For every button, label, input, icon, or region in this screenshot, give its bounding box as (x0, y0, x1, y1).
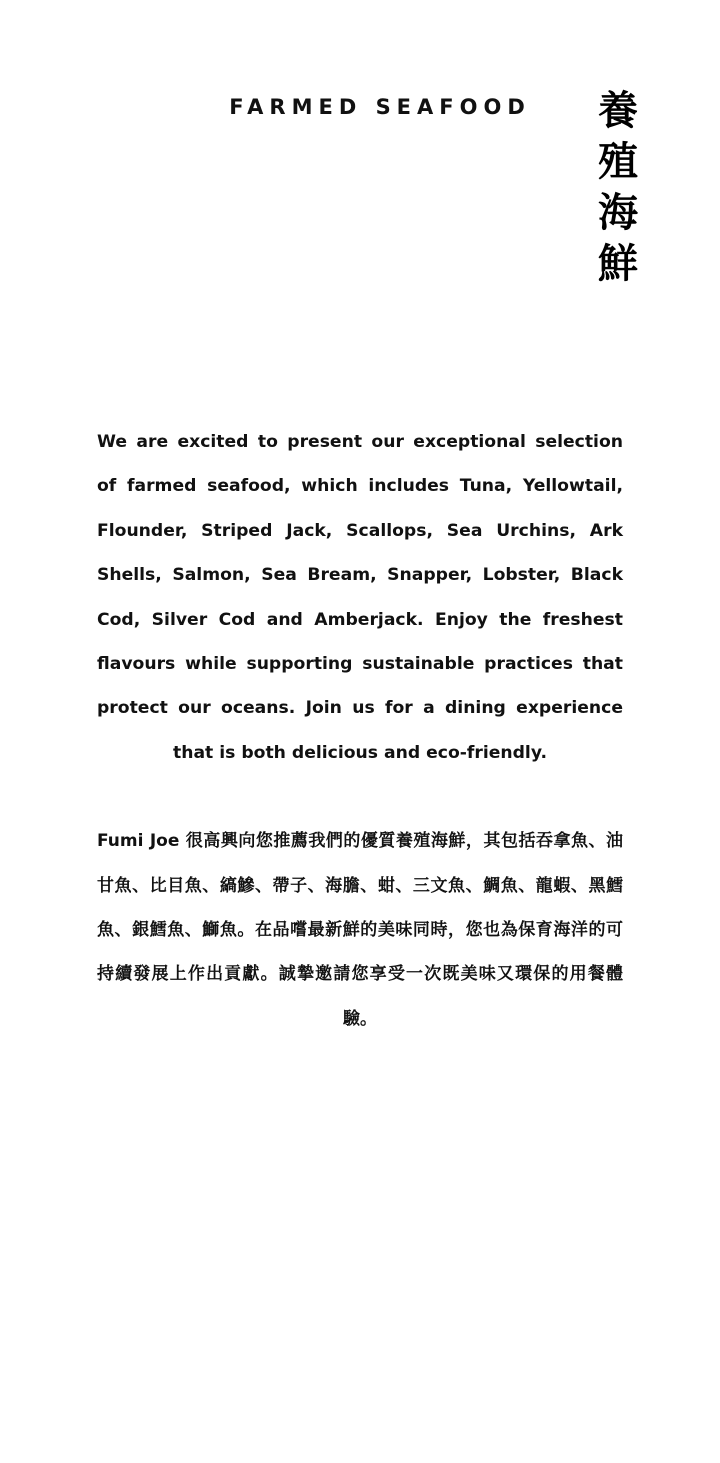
page-header (0, 0, 720, 320)
title-zh-char: 殖 (598, 139, 638, 185)
title-zh-char: 鮮 (598, 241, 638, 287)
intro-paragraph-zh: Fumi Joe 很高興向您推薦我們的優質養殖海鮮，其包括吞拿魚、油甘魚、比目魚、縞鰺、帶子、海膽、蚶、三文魚、鯛魚、龍蝦、黑鱈魚、銀鱈魚、鰤魚。在品嚐最新鮮的美味同時，您也為保育海洋的可持續發展上作出貢獻。誠摯邀請您享受一次既美味又環保的用餐體驗。 (97, 831, 623, 1029)
page-title-zh-vertical (592, 86, 644, 290)
title-zh-char: 海 (598, 190, 638, 236)
page-title-en: FARMED SEAFOOD (229, 95, 531, 119)
intro-paragraph-en: We are excited to present our exceptional selection of farmed seafood, which includes Tuna, Yellowtail, Flounder, Striped Jack, Scallops, Sea Urchins, Ark Shells, Salmon, Sea Bream, Snapper, Lobster, Black Cod, Silver Cod and Amberjack. Enjoy the freshest flavours while supporting sustainable practices that protect our oceans. Join us for a dining experience that is both delicious and eco-friendly. (97, 432, 623, 763)
title-zh-char: 養 (598, 88, 638, 134)
intro-section (97, 420, 623, 1041)
